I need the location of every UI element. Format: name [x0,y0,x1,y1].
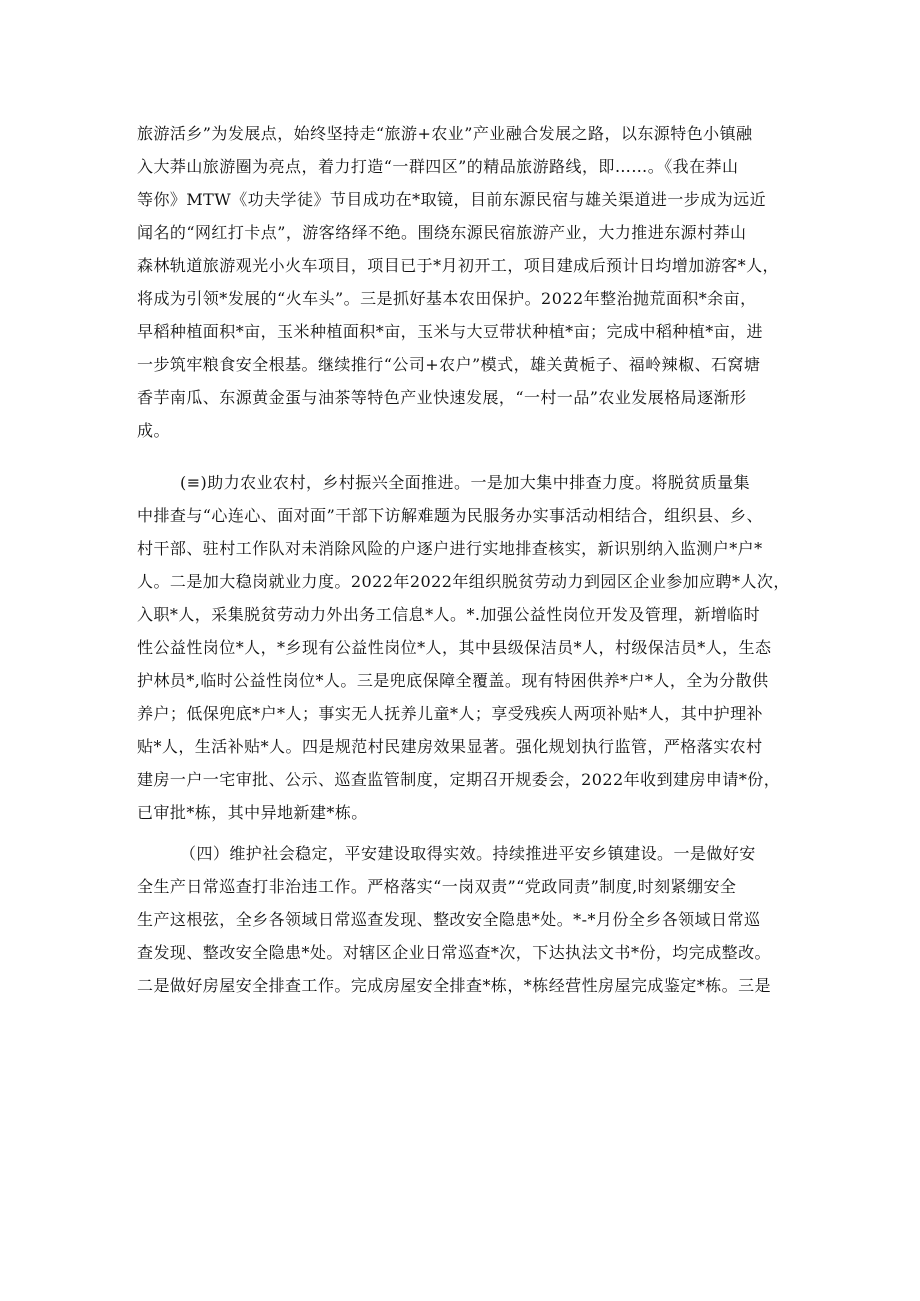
paragraph-2-line-8: 养户；低保兜底*户*人；事实无人抚养儿童*人；享受残疾人两项补贴*人，其中护理补 [137,704,764,723]
paragraph-2-line-7: 护林员*,临时公益性岗位*人。三是兜底保障全覆盖。现有特困供养*户*人，全为分散供 [137,671,769,690]
paragraph-3-line-4: 查发现、整改安全隐患*处。对辖区企业日常巡查*次，下达执法文书*份，均完成整改。 [137,943,772,962]
paragraph-1-line-7: 早稻种植面积*亩，玉米种植面积*亩，玉米与大豆带状种植*亩；完成中稻种植*亩，进 [137,322,764,341]
paragraph-3-line-5: 二是做好房屋安全排查工作。完成房屋安全排查*栋，*栋经营性房屋完成鉴定*栋。三是 [137,976,772,995]
paragraph-1-line-1: 旅游活乡”为发展点，始终坚持走“旅游+农业”产业融合发展之路，以东源特色小镇融 [137,124,753,143]
paragraph-1-line-6: 将成为引领*发展的“火车头”。三是抓好基本农田保护。2022年整治抛荒面积*余亩， [137,289,757,308]
paragraph-1-line-3: 等你》MTW《功夫学徒》节目成功在*取镜，目前东源民宿与雄关渠道进一步成为远近 [137,190,767,209]
paragraph-2-line-11: 已审批*栋，其中异地新建*栋。 [137,803,368,822]
paragraph-3-line-3: 生产这根弦，全乡各领域日常巡查发现、整改安全隐患*处。*-*月份全乡各领域日常巡 [137,910,761,929]
paragraph-2-line-1: (≡)助力农业农村，乡村振兴全面推进。一是加大集中排查力度。将脱贫质量集 [180,473,751,492]
paragraph-1-line-8: 一步筑牢粮食安全根基。继续推行“公司+农户”模式，雄关黄栀子、福岭辣椒、石窝塘 [137,355,761,374]
paragraph-2-line-2: 中排查与“心连心、面对面”干部下访解难题为民服务办实事活动相结合，组织县、乡、 [137,506,763,525]
paragraph-1-line-5: 森林轨道旅游观光小火车项目，项目已于*月初开工，项目建成后预计日均增加游客*人， [137,256,780,275]
paragraph-1-line-10: 成。 [137,421,170,440]
paragraph-1-line-4: 闻名的“网红打卡点”，游客络绎不绝。围绕东源民宿旅游产业，大力推进东源村莽山 [137,223,747,242]
paragraph-2-line-9: 贴*人，生活补贴*人。四是规范村民建房效果显著。强化规划执行监管，严格落实农村 [137,737,763,756]
paragraph-2-line-3: 村干部、驻村工作队对未消除风险的户逐户进行实地排查核实，新识别纳入监测户*户* [137,539,763,558]
paragraph-1-line-9: 香芋南瓜、东源黄金蛋与油茶等特色产业快速发展，“一村一品”农业发展格局逐渐形 [137,388,747,407]
paragraph-2-line-4: 人。二是加大稳岗就业力度。2022年2022年组织脱贫劳动力到园区企业参加应聘*人次， [137,572,790,591]
paragraph-3-line-1: （四）维护社会稳定，平安建设取得实效。持续推进平安乡镇建设。一是做好安 [180,844,756,863]
paragraph-1-line-2: 入大莽山旅游圈为亮点，着力打造“一群四区”的精品旅游路线，即……。《我在莽山 [137,157,739,176]
paragraph-3-line-2: 全生产日常巡查打非治违工作。严格落实“一岗双责”“党政同责”制度,时刻紧绷安全 [137,877,737,896]
paragraph-2-line-6: 性公益性岗位*人，*乡现有公益性岗位*人，其中县级保洁员*人，村级保洁员*人，生态 [137,638,772,657]
paragraph-2-line-5: 入职*人，采集脱贫劳动力外出务工信息*人。*.加强公益性岗位开发及管理，新增临时 [137,605,761,624]
paragraph-2-line-10: 建房一户一宅审批、公示、巡查监管制度，定期召开规委会，2022年收到建房申请*份， [137,770,781,789]
